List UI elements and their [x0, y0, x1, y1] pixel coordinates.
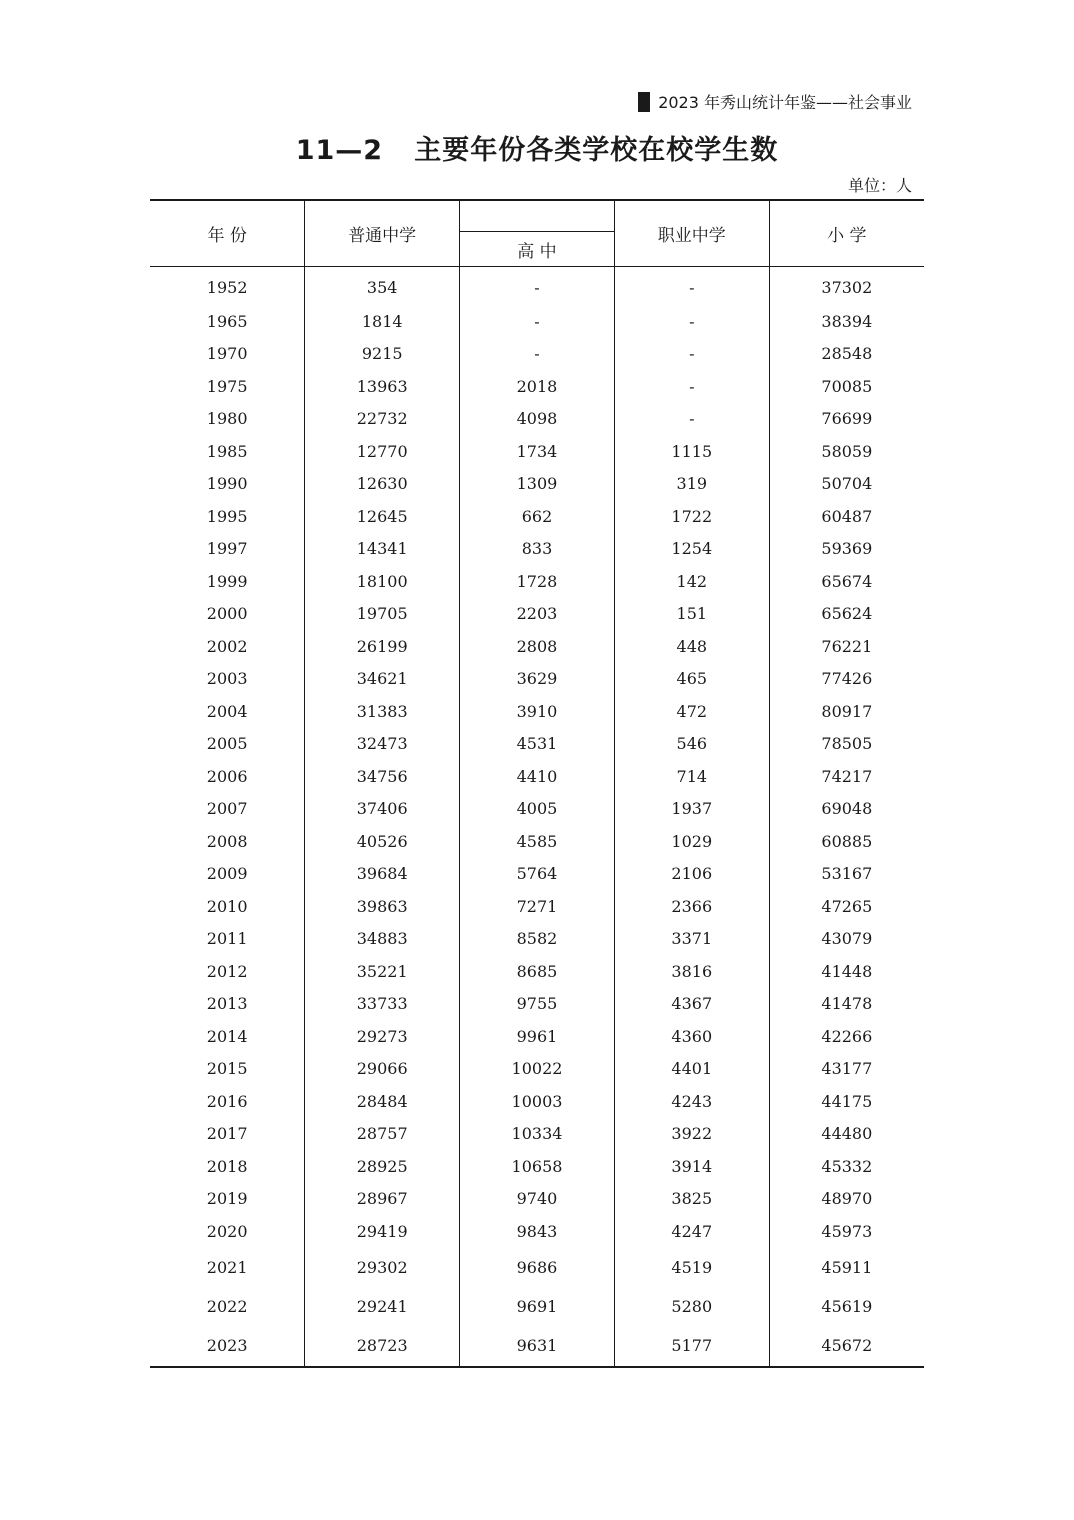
cell-year: 2018 [206, 1156, 248, 1176]
cell-senior-high: 3910 [460, 695, 615, 728]
cell-senior-high: 10003 [460, 1085, 615, 1118]
cell-vocational: 1254 [614, 533, 769, 566]
cell-primary: 37302 [769, 267, 924, 306]
cell-senior-high: 9686 [460, 1248, 615, 1287]
cell-senior-high: 2018 [460, 370, 615, 403]
cell-primary: 45332 [769, 1150, 924, 1183]
table-row [150, 305, 924, 338]
table-row [150, 1287, 924, 1326]
cell-general-middle: 22732 [305, 403, 460, 436]
cell-senior-high: 4410 [460, 760, 615, 793]
cell-senior-high: 1728 [460, 565, 615, 598]
cell-general-middle: 28925 [305, 1150, 460, 1183]
cell-vocational: 142 [614, 565, 769, 598]
table-row [150, 1085, 924, 1118]
cell-senior-high: 9740 [460, 1183, 615, 1216]
cell-primary: 47265 [769, 890, 924, 923]
table-row [150, 598, 924, 631]
table-row [150, 500, 924, 533]
table-row [150, 370, 924, 403]
table-row [150, 403, 924, 436]
cell-general-middle: 12770 [305, 435, 460, 468]
cell-general-middle: 12645 [305, 500, 460, 533]
header-senior-high: 高 中 [460, 232, 615, 267]
table-row [150, 760, 924, 793]
table-row [150, 1215, 924, 1248]
cell-vocational: - [614, 370, 769, 403]
cell-general-middle: 29273 [305, 1020, 460, 1053]
table-row [150, 955, 924, 988]
cell-senior-high: 8582 [460, 923, 615, 956]
cell-primary: 58059 [769, 435, 924, 468]
cell-year: 2022 [206, 1296, 248, 1316]
cell-vocational: 3816 [614, 955, 769, 988]
cell-primary: 45911 [769, 1248, 924, 1287]
cell-vocational: 4247 [614, 1215, 769, 1248]
cell-primary: 48970 [769, 1183, 924, 1216]
cell-vocational: 4401 [614, 1053, 769, 1086]
cell-general-middle: 40526 [305, 825, 460, 858]
cell-primary: 43177 [769, 1053, 924, 1086]
running-head-text: 2023 年秀山统计年鉴——社会事业 [658, 93, 912, 112]
table-row [150, 338, 924, 371]
table-header [150, 200, 924, 267]
cell-general-middle: 354 [305, 267, 460, 306]
cell-year: 2007 [206, 799, 248, 819]
cell-vocational: 319 [614, 468, 769, 501]
header-vocational: 职业中学 [614, 200, 769, 267]
table-row [150, 630, 924, 663]
table-row [150, 890, 924, 923]
cell-senior-high: - [460, 305, 615, 338]
cell-year: 1965 [206, 311, 248, 331]
cell-year: 1995 [206, 506, 248, 526]
cell-vocational: 3371 [614, 923, 769, 956]
table-row [150, 1150, 924, 1183]
table-row [150, 663, 924, 696]
cell-vocational: - [614, 267, 769, 306]
cell-vocational: 5177 [614, 1326, 769, 1367]
table-row [150, 1118, 924, 1151]
cell-senior-high: 7271 [460, 890, 615, 923]
cell-vocational: 1722 [614, 500, 769, 533]
cell-vocational: 472 [614, 695, 769, 728]
cell-vocational: 1115 [614, 435, 769, 468]
cell-general-middle: 31383 [305, 695, 460, 728]
cell-year: 2006 [206, 766, 248, 786]
table-row [150, 793, 924, 826]
cell-senior-high: 3629 [460, 663, 615, 696]
cell-primary: 45672 [769, 1326, 924, 1367]
cell-primary: 76221 [769, 630, 924, 663]
cell-year: 1980 [206, 409, 248, 429]
cell-year: 1999 [206, 571, 248, 591]
unit-label: 单位：人 [847, 176, 912, 195]
cell-senior-high: 10334 [460, 1118, 615, 1151]
cell-year: 2010 [206, 896, 248, 916]
cell-senior-high: 8685 [460, 955, 615, 988]
table-row [150, 1248, 924, 1287]
table-row [150, 1020, 924, 1053]
table-row [150, 1326, 924, 1367]
cell-primary: 50704 [769, 468, 924, 501]
cell-vocational: - [614, 305, 769, 338]
cell-general-middle: 28723 [305, 1326, 460, 1367]
cell-primary: 70085 [769, 370, 924, 403]
cell-senior-high: 10658 [460, 1150, 615, 1183]
table-row [150, 267, 924, 306]
cell-general-middle: 34756 [305, 760, 460, 793]
cell-primary: 59369 [769, 533, 924, 566]
cell-year: 2016 [206, 1091, 248, 1111]
cell-general-middle: 19705 [305, 598, 460, 631]
cell-general-middle: 28757 [305, 1118, 460, 1151]
cell-year: 2002 [206, 636, 248, 656]
cell-vocational: - [614, 403, 769, 436]
cell-primary: 38394 [769, 305, 924, 338]
cell-year: 1997 [206, 539, 248, 559]
cell-vocational: 448 [614, 630, 769, 663]
cell-vocational: 151 [614, 598, 769, 631]
cell-primary: 65624 [769, 598, 924, 631]
cell-senior-high: 9631 [460, 1326, 615, 1367]
table-row [150, 1183, 924, 1216]
cell-general-middle: 39863 [305, 890, 460, 923]
cell-vocational: 4360 [614, 1020, 769, 1053]
cell-primary: 28548 [769, 338, 924, 371]
cell-general-middle: 37406 [305, 793, 460, 826]
cell-year: 2008 [206, 831, 248, 851]
cell-vocational: 1937 [614, 793, 769, 826]
cell-senior-high: 10022 [460, 1053, 615, 1086]
cell-year: 2015 [206, 1059, 248, 1079]
table-row [150, 923, 924, 956]
cell-primary: 76699 [769, 403, 924, 436]
cell-year: 2013 [206, 994, 248, 1014]
cell-year: 2023 [206, 1336, 248, 1355]
cell-year: 2020 [206, 1221, 248, 1241]
table-title: 11—2 主要年份各类学校在校学生数 [295, 135, 779, 166]
cell-senior-high: 4531 [460, 728, 615, 761]
cell-year: 2011 [206, 929, 248, 949]
cell-primary: 80917 [769, 695, 924, 728]
cell-senior-high: 1309 [460, 468, 615, 501]
cell-year: 2004 [206, 701, 248, 721]
cell-senior-high: 4585 [460, 825, 615, 858]
cell-general-middle: 29241 [305, 1287, 460, 1326]
cell-year: 2014 [206, 1026, 248, 1046]
enrollment-table [150, 199, 924, 1368]
table-row [150, 695, 924, 728]
table-row [150, 533, 924, 566]
cell-primary: 60487 [769, 500, 924, 533]
cell-vocational: 3914 [614, 1150, 769, 1183]
cell-general-middle: 13963 [305, 370, 460, 403]
cell-general-middle: 26199 [305, 630, 460, 663]
cell-senior-high: 2203 [460, 598, 615, 631]
cell-year: 2017 [206, 1124, 248, 1144]
cell-year: 2005 [206, 734, 248, 754]
cell-senior-high: 2808 [460, 630, 615, 663]
cell-year: 1985 [206, 441, 248, 461]
cell-general-middle: 29302 [305, 1248, 460, 1287]
cell-primary: 77426 [769, 663, 924, 696]
cell-primary: 44480 [769, 1118, 924, 1151]
table-body [150, 267, 924, 1367]
cell-general-middle: 29066 [305, 1053, 460, 1086]
cell-general-middle: 1814 [305, 305, 460, 338]
cell-year: 2021 [206, 1257, 248, 1277]
cell-year: 2009 [206, 864, 248, 884]
cell-senior-high: 9961 [460, 1020, 615, 1053]
cell-primary: 69048 [769, 793, 924, 826]
table-row [150, 728, 924, 761]
cell-vocational: 3922 [614, 1118, 769, 1151]
cell-senior-high: 833 [460, 533, 615, 566]
cell-year: 1970 [206, 344, 248, 364]
cell-general-middle: 35221 [305, 955, 460, 988]
cell-primary: 74217 [769, 760, 924, 793]
cell-year: 2019 [206, 1189, 248, 1209]
cell-primary: 45973 [769, 1215, 924, 1248]
header-senior-high-spacer [460, 200, 615, 232]
cell-senior-high: - [460, 338, 615, 371]
cell-vocational: 2106 [614, 858, 769, 891]
cell-vocational: 4519 [614, 1248, 769, 1287]
cell-general-middle: 33733 [305, 988, 460, 1021]
cell-senior-high: 4098 [460, 403, 615, 436]
cell-general-middle: 28967 [305, 1183, 460, 1216]
cell-general-middle: 9215 [305, 338, 460, 371]
cell-general-middle: 28484 [305, 1085, 460, 1118]
cell-primary: 45619 [769, 1287, 924, 1326]
cell-general-middle: 29419 [305, 1215, 460, 1248]
header-general-middle: 普通中学 [305, 200, 460, 267]
table-row [150, 988, 924, 1021]
cell-vocational: 546 [614, 728, 769, 761]
cell-senior-high: - [460, 267, 615, 306]
cell-general-middle: 32473 [305, 728, 460, 761]
running-head [638, 90, 912, 113]
cell-year: 2000 [206, 604, 248, 624]
cell-primary: 41448 [769, 955, 924, 988]
cell-senior-high: 4005 [460, 793, 615, 826]
cell-vocational: 5280 [614, 1287, 769, 1326]
cell-primary: 78505 [769, 728, 924, 761]
cell-primary: 41478 [769, 988, 924, 1021]
cell-senior-high: 1734 [460, 435, 615, 468]
cell-vocational: 2366 [614, 890, 769, 923]
cell-vocational: 465 [614, 663, 769, 696]
cell-vocational: 714 [614, 760, 769, 793]
cell-year: 2012 [206, 961, 248, 981]
cell-general-middle: 34621 [305, 663, 460, 696]
header-year: 年 份 [150, 200, 305, 267]
cell-general-middle: 18100 [305, 565, 460, 598]
cell-general-middle: 12630 [305, 468, 460, 501]
cell-primary: 44175 [769, 1085, 924, 1118]
header-primary: 小 学 [769, 200, 924, 267]
cell-senior-high: 9755 [460, 988, 615, 1021]
table-row [150, 435, 924, 468]
cell-year: 1952 [206, 277, 248, 297]
cell-primary: 60885 [769, 825, 924, 858]
table-row [150, 468, 924, 501]
cell-general-middle: 14341 [305, 533, 460, 566]
cell-senior-high: 662 [460, 500, 615, 533]
cell-year: 2003 [206, 669, 248, 689]
cell-year: 1975 [206, 376, 248, 396]
cell-vocational: 4243 [614, 1085, 769, 1118]
cell-vocational: 3825 [614, 1183, 769, 1216]
cell-general-middle: 39684 [305, 858, 460, 891]
cell-primary: 53167 [769, 858, 924, 891]
cell-vocational: - [614, 338, 769, 371]
table-row [150, 825, 924, 858]
cell-primary: 43079 [769, 923, 924, 956]
cell-senior-high: 9691 [460, 1287, 615, 1326]
cell-general-middle: 34883 [305, 923, 460, 956]
cell-senior-high: 9843 [460, 1215, 615, 1248]
cell-year: 1990 [206, 474, 248, 494]
table-row [150, 858, 924, 891]
table-row [150, 565, 924, 598]
cell-senior-high: 5764 [460, 858, 615, 891]
section-marker-icon [638, 92, 650, 112]
cell-primary: 42266 [769, 1020, 924, 1053]
cell-vocational: 1029 [614, 825, 769, 858]
table-row [150, 1053, 924, 1086]
cell-primary: 65674 [769, 565, 924, 598]
cell-vocational: 4367 [614, 988, 769, 1021]
